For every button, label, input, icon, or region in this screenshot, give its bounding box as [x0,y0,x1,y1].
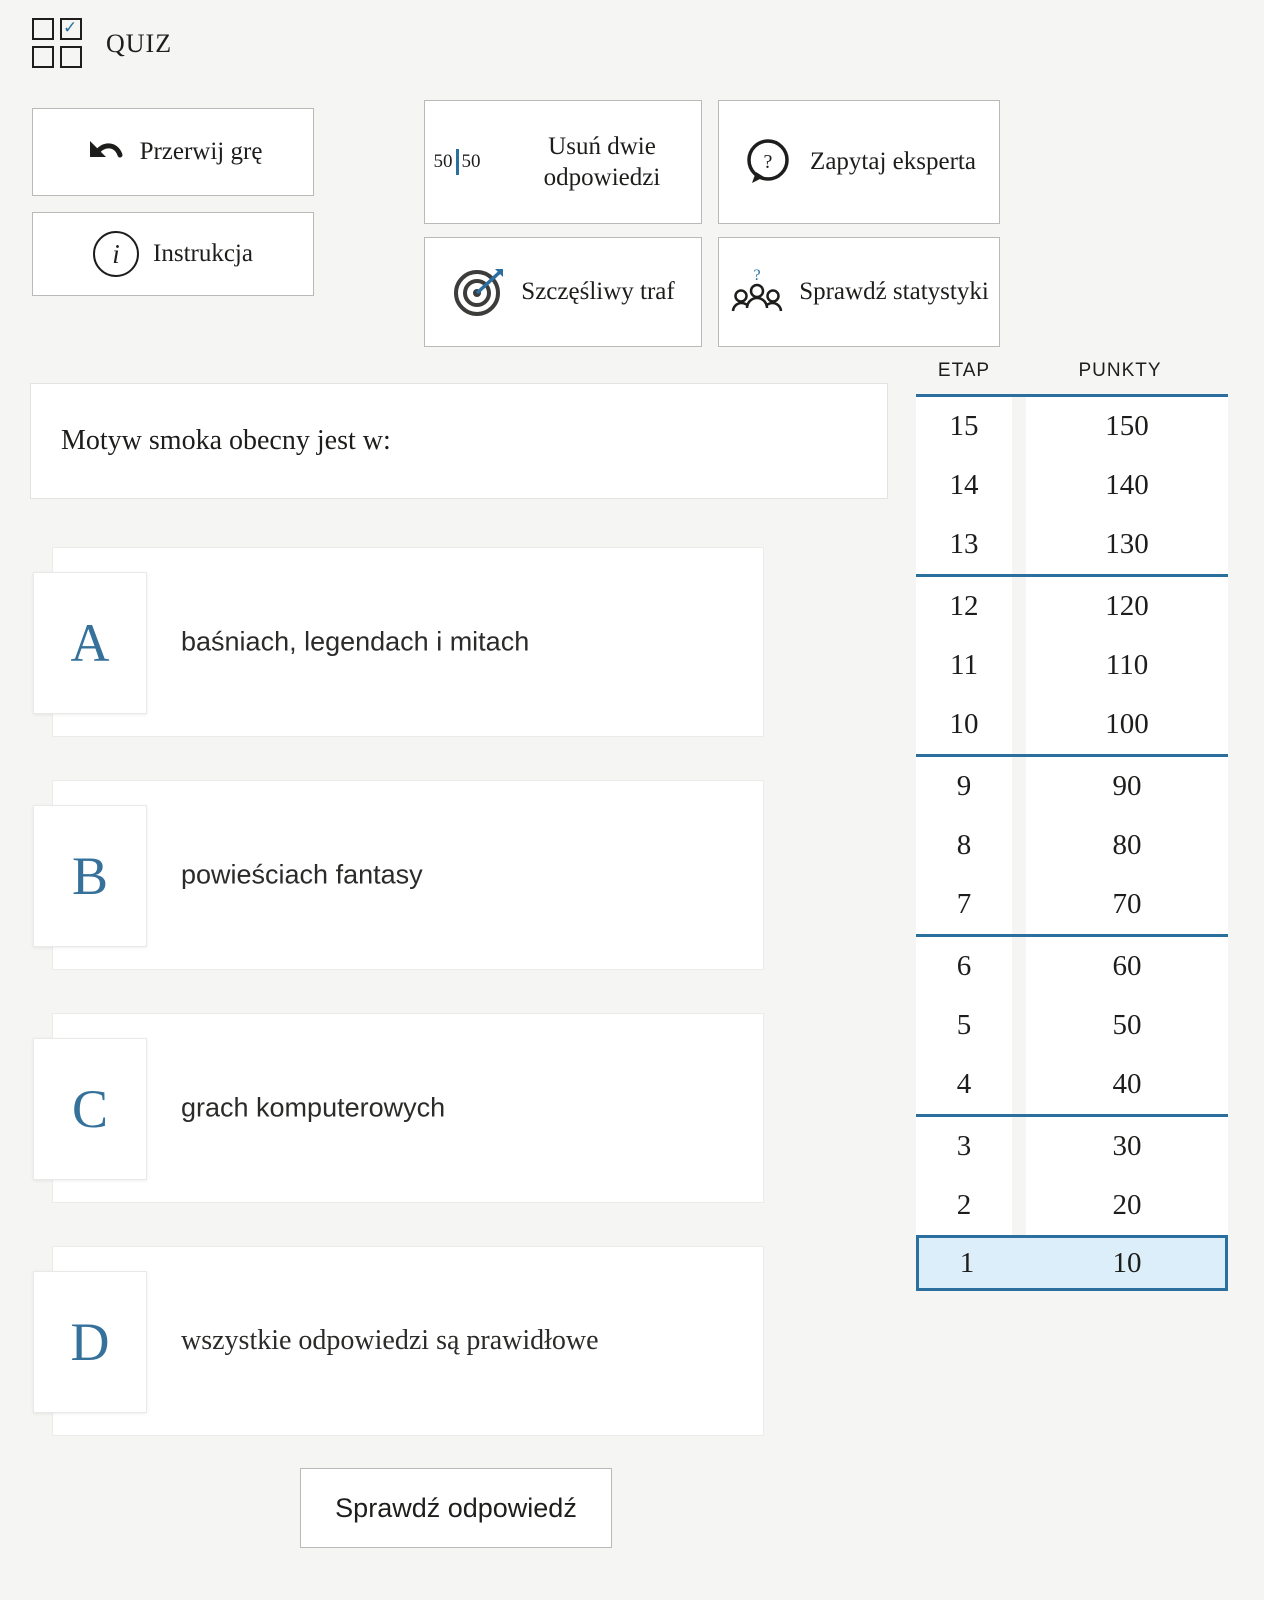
ladder-row [916,996,1228,1055]
svg-text:?: ? [763,151,773,173]
ladder-stage: 11 [916,636,1012,695]
audience-people-icon [729,264,785,320]
score-ladder [916,360,1228,1291]
ladder-gap [1012,636,1026,695]
remove-two-answers-button[interactable] [424,100,702,224]
remove-two-answers-label: Usuń dwie odpowiedzi [543,132,661,191]
ladder-gap [1012,577,1026,636]
ladder-gap [1012,875,1026,934]
ladder-stage: 13 [916,515,1012,574]
ladder-gap [1015,1238,1029,1288]
ladder-points: 110 [1026,636,1228,695]
target-dart-icon [451,265,507,319]
ladder-points: 130 [1026,515,1228,574]
check-statistics-label: Sprawdź statystyki [799,278,989,306]
ladder-points: 150 [1026,397,1228,456]
ladder-stage: 3 [916,1117,1012,1176]
ladder-gap [1012,757,1026,816]
ladder-row [916,636,1228,695]
ladder-stage: 7 [916,875,1012,934]
ladder-stage: 14 [916,456,1012,515]
ladder-row [916,937,1228,996]
abort-game-button[interactable] [32,108,314,196]
ladder-gap [1012,937,1026,996]
ladder-stage: 1 [919,1238,1015,1288]
ladder-points: 100 [1026,695,1228,754]
answer-text-a: baśniach, legendach i mitach [181,626,530,657]
ladder-header-points: PUNKTY [1078,360,1162,381]
ladder-points: 60 [1026,937,1228,996]
ladder-gap [1012,816,1026,875]
ladder-stage: 5 [916,996,1012,1055]
ladder-gap [1012,996,1026,1055]
answer-text-d: wszystkie odpowiedzi są prawidłowe [181,1325,599,1356]
quiz-checkbox-icon: ✓ [32,18,88,70]
ladder-gap [1012,456,1026,515]
ladder-points: 10 [1029,1238,1225,1288]
fifty-right: 50 [461,151,481,172]
ladder-group [916,934,1228,1114]
ladder-row [916,456,1228,515]
ask-expert-label: Zapytaj eksperta [810,148,976,176]
check-answer-label: Sprawdź odpowiedź [335,1492,577,1523]
ladder-gap [1012,515,1026,574]
answer-option-c[interactable] [52,1013,764,1203]
ladder-row [916,875,1228,934]
ladder-stage: 8 [916,816,1012,875]
answer-option-d[interactable] [52,1246,764,1436]
ladder-points: 50 [1026,996,1228,1055]
check-answer-button[interactable] [300,1468,612,1548]
ladder-group [916,394,1228,574]
ladder-row [916,695,1228,754]
ladder-group [916,754,1228,934]
ladder-points: 40 [1026,1055,1228,1114]
lucky-draw-button[interactable] [424,237,702,347]
info-icon: i [93,231,139,277]
answer-letter-b: B [33,805,147,947]
ladder-row [916,577,1228,636]
instruction-button[interactable] [32,212,314,296]
answer-text-c: grach komputerowych [181,1092,446,1123]
ladder-row [916,816,1228,875]
ladder-stage: 12 [916,577,1012,636]
question-box [30,383,888,499]
instruction-label: Instrukcja [153,240,253,268]
question-bubble-icon [742,137,796,187]
question-text: Motyw smoka obecny jest w: [61,425,391,456]
ladder-stage: 9 [916,757,1012,816]
ladder-header-stage: ETAP [937,360,991,381]
ladder-row-current [916,1235,1228,1291]
ladder-group [916,1114,1228,1291]
ladder-points: 20 [1026,1176,1228,1235]
ladder-stage: 2 [916,1176,1012,1235]
app-header [32,18,172,70]
ladder-points: 30 [1026,1117,1228,1176]
fifty-fifty-icon [425,149,489,175]
ladder-gap [1012,1055,1026,1114]
ladder-row [916,1055,1228,1114]
answer-letter-c: C [33,1038,147,1180]
ladder-stage: 10 [916,695,1012,754]
answer-letter-d: D [33,1271,147,1413]
ladder-stage: 15 [916,397,1012,456]
abort-game-label: Przerwij grę [139,138,263,166]
lucky-draw-label: Szczęśliwy traf [521,278,675,306]
check-statistics-button[interactable] [718,237,1000,347]
ladder-points: 120 [1026,577,1228,636]
ask-expert-button[interactable] [718,100,1000,224]
page-title: QUIZ [106,29,173,58]
ladder-row [916,515,1228,574]
ladder-header [916,360,1228,394]
ladder-gap [1012,695,1026,754]
ladder-gap [1012,1176,1026,1235]
svg-text:?: ? [753,267,761,284]
ladder-row [916,397,1228,456]
ladder-row [916,1176,1228,1235]
ladder-points: 70 [1026,875,1228,934]
ladder-points: 90 [1026,757,1228,816]
ladder-stage: 6 [916,937,1012,996]
answer-text-b: powieściach fantasy [181,859,423,890]
ladder-points: 140 [1026,456,1228,515]
ladder-row [916,757,1228,816]
ladder-points: 80 [1026,816,1228,875]
ladder-stage: 4 [916,1055,1012,1114]
answer-option-a[interactable] [52,547,764,737]
undo-arrow-icon [84,135,126,169]
answer-option-b[interactable] [52,780,764,970]
ladder-gap [1012,1117,1026,1176]
fifty-left: 50 [433,151,453,172]
ladder-row [916,1117,1228,1176]
ladder-group [916,574,1228,754]
answer-letter-a: A [33,572,147,714]
ladder-gap [1012,397,1026,456]
